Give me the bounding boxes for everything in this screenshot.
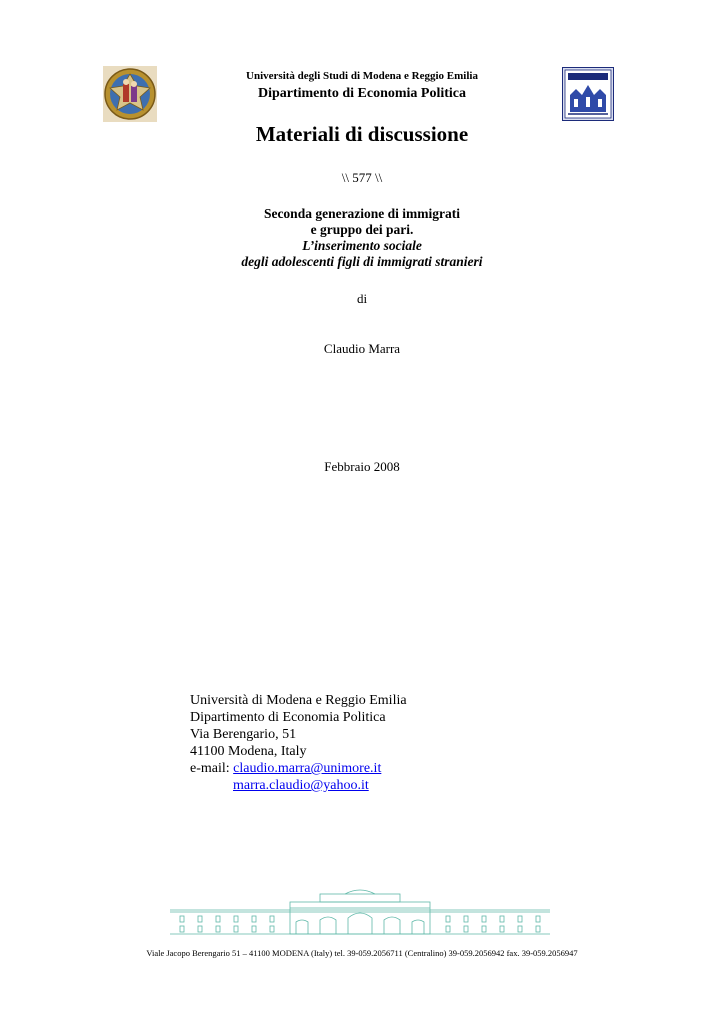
paper-subtitle-line-1: L’inserimento sociale <box>302 238 422 253</box>
address-line-city: 41100 Modena, Italy <box>190 744 307 759</box>
publication-date: Febbraio 2008 <box>324 459 400 474</box>
department-name: Dipartimento di Economia Politica <box>257 86 467 101</box>
university-name: Università degli Studi di Modena e Reggio Emilia <box>246 70 478 82</box>
paper-title-line-2: e gruppo dei pari. <box>310 222 414 237</box>
footer-contact-info: Viale Jacopo Berengario 51 – 41100 MODENA (Italy) tel. 39-059.2056711 (Centralino) 39-059.2056942 fax. 39-059.2056947 <box>146 948 578 958</box>
paper-title-line-1: Seconda generazione di immigrati <box>263 206 461 221</box>
email-label: e-mail: <box>190 761 234 776</box>
address-line-university: Università di Modena e Reggio Emilia <box>190 693 407 708</box>
email-line-secondary <box>233 777 369 794</box>
series-title: Materiali di discussione <box>255 122 469 146</box>
email-line <box>190 760 381 777</box>
email-link-yahoo[interactable]: marra.claudio@yahoo.it <box>233 778 369 793</box>
by-label: di <box>356 291 368 306</box>
author-name: Claudio Marra <box>323 341 401 356</box>
paper-number: \\ 577 \\ <box>341 170 383 185</box>
address-line-department: Dipartimento di Economia Politica <box>190 710 386 725</box>
email-link-unimore[interactable]: claudio.marra@unimore.it <box>233 761 382 776</box>
paper-subtitle-line-2: degli adolescenti figli di immigrati stranieri <box>241 254 483 269</box>
building-facade-illustration <box>170 888 550 938</box>
address-line-street: Via Berengario, 51 <box>190 727 297 742</box>
